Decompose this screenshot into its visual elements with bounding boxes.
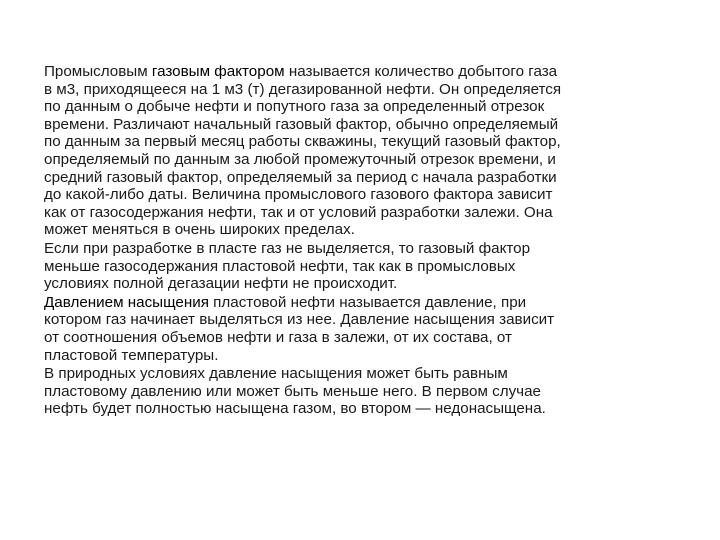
text-line: средний газовый фактор, определяемый за период с начала разработки bbox=[44, 168, 557, 186]
text-line: нефть будет полностью насыщена газом, во втором — недонасыщена. bbox=[44, 400, 546, 418]
text-line bbox=[44, 294, 684, 312]
text-line: от соотношения объемов нефти и газа в залежи, от их состава, от bbox=[44, 328, 512, 346]
text-line: по данным о добыче нефти и попутного газа за определенный отрезок bbox=[44, 98, 545, 116]
text-line: Если при разработке в пласте газ не выделяется, то газовый фактор bbox=[44, 239, 531, 257]
text-line: может меняться в очень широких пределах. bbox=[44, 221, 355, 239]
text-segment: называется количество добытого газа bbox=[284, 63, 558, 80]
text-line: условиях полной дегазации нефти не происходит. bbox=[44, 275, 398, 293]
text-line: пластовому давлению или может быть меньше него. В первом случае bbox=[44, 382, 541, 400]
text-segment: пластовой нефти называется давление, при bbox=[208, 293, 527, 311]
text-segment: Промысловым bbox=[44, 63, 152, 80]
text-line: меньше газосодержания пластовой нефти, так как в промысловых bbox=[44, 257, 516, 275]
text-line: котором газ начинает выделяться из нее. Давление насыщения зависит bbox=[44, 311, 555, 329]
text-line: как от газосодержания нефти, так и от условий разработки залежи. Она bbox=[44, 203, 553, 221]
text-line: в м3, приходящееся на 1 м3 (т) дегазированной нефти. Он определяется bbox=[44, 80, 562, 98]
term-gas-factor: газовым фактором bbox=[151, 63, 285, 80]
text-line: по данным за первый месяц работы скважины, текущий газовый фактор, bbox=[44, 133, 561, 151]
text-line: времени. Различают начальный газовый фактор, обычно определяемый bbox=[44, 115, 559, 133]
text-line: пластовой температуры. bbox=[44, 346, 219, 364]
text-line: определяемый по данным за любой промежуточный отрезок времени, и bbox=[44, 150, 556, 168]
text-line bbox=[44, 63, 684, 81]
paragraph-no-gas-release bbox=[44, 240, 684, 293]
term-saturation-pressure: Давлением насыщения bbox=[44, 293, 209, 311]
text-line: до какой-либо даты. Величина промыслового газового фактора зависит bbox=[44, 186, 553, 204]
paragraph-gas-factor bbox=[44, 63, 684, 239]
text-line: В природных условиях давление насыщения может быть равным bbox=[44, 365, 508, 383]
paragraph-natural-conditions bbox=[44, 365, 684, 418]
text-block bbox=[44, 63, 684, 419]
paragraph-saturation-pressure bbox=[44, 294, 684, 364]
